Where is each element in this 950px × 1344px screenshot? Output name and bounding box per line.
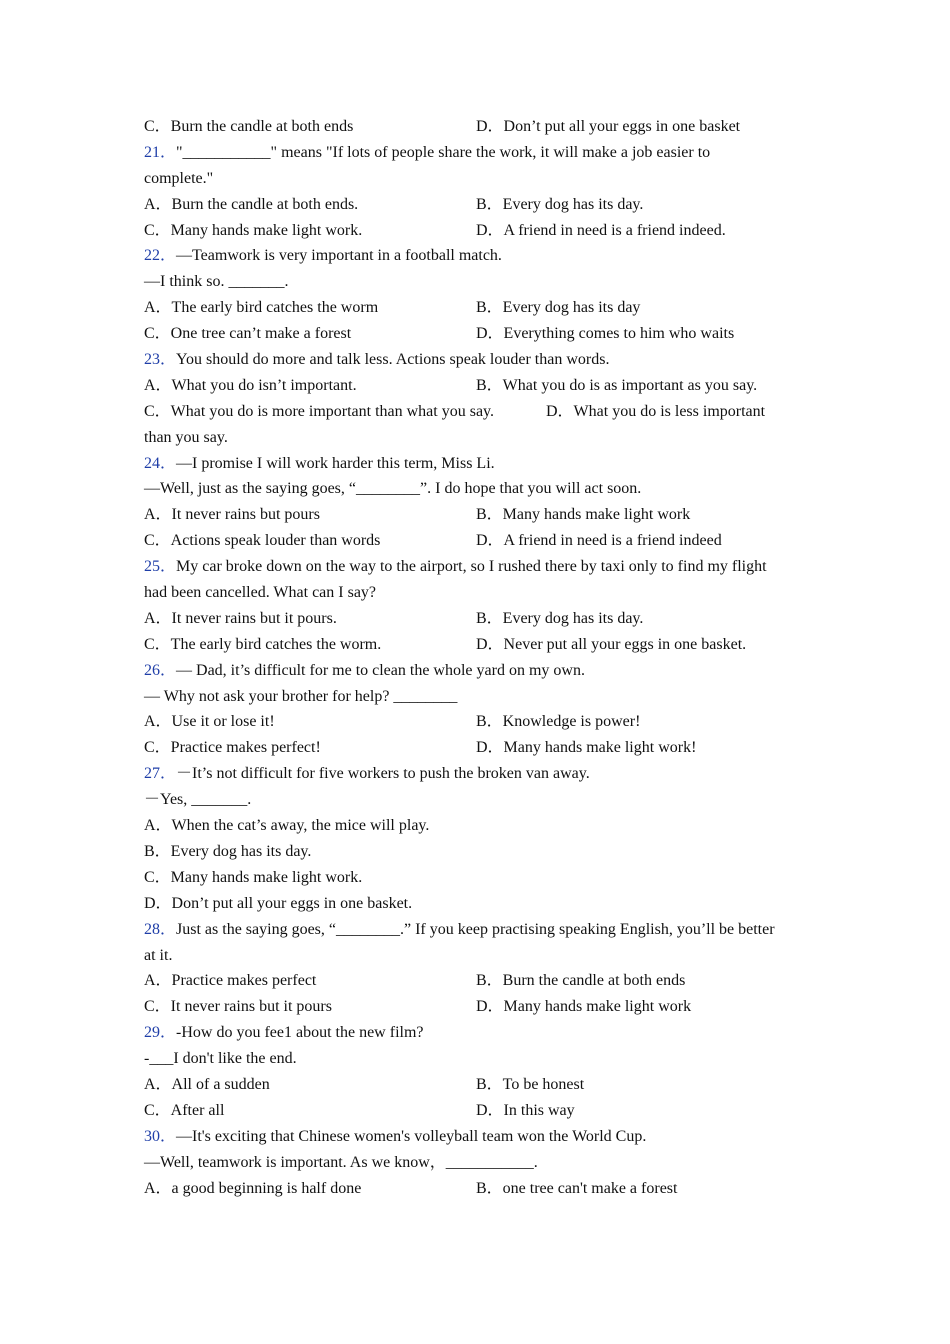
option-a: A．When the cat’s away, the mice will play. xyxy=(144,817,430,835)
question-29 xyxy=(144,1020,814,1046)
option-b: B．Every dog has its day xyxy=(476,299,641,317)
exam-page xyxy=(144,114,814,1201)
option-a: A．All of a sudden xyxy=(144,1075,270,1093)
option-row xyxy=(144,632,814,658)
option-c: C．Actions speak louder than words xyxy=(144,532,381,550)
option-b: B．one tree can't make a forest xyxy=(476,1179,678,1197)
option-c: C．Burn the candle at both ends xyxy=(144,118,354,135)
question-number: 25． xyxy=(144,558,177,576)
question-text: My car broke down on the way to the airport, so I rushed there by taxi only to find my flight xyxy=(176,558,767,576)
option-d: D．In this way xyxy=(476,1101,575,1119)
question-number: 26． xyxy=(144,661,177,679)
option-c: C．After all xyxy=(144,1101,225,1119)
question-number: 24． xyxy=(144,454,177,472)
option-row xyxy=(144,735,814,761)
question-text-cont: —Well, teamwork is important. As we know，___________. xyxy=(144,1153,538,1171)
option-d: D．Many hands make light work xyxy=(476,998,692,1016)
question-text-cont: — Why not ask your brother for help? ________ xyxy=(144,687,458,705)
option-row xyxy=(144,528,814,554)
option-d: D．A friend in need is a friend indeed. xyxy=(476,221,726,239)
option-row xyxy=(144,968,814,994)
option-row xyxy=(144,321,814,347)
option-row xyxy=(144,709,814,735)
option-b: B．Every dog has its day. xyxy=(476,195,644,213)
option-c: C．Many hands make light work. xyxy=(144,221,363,239)
option-d: D．A friend in need is a friend indeed xyxy=(476,532,722,550)
option-c: C．One tree can’t make a forest xyxy=(144,325,352,343)
option-b: B．Burn the candle at both ends xyxy=(476,972,686,990)
question-number: 22． xyxy=(144,247,177,265)
option-d: D．Many hands make light work! xyxy=(476,739,697,757)
question-text: —It's exciting that Chinese women's volleyball team won the World Cup. xyxy=(176,1127,647,1145)
question-text: You should do more and talk less. Actions speak louder than words. xyxy=(176,351,610,369)
option-c: C．Practice makes perfect! xyxy=(144,739,321,757)
option-c: C．What you do is more important than what you say. xyxy=(144,402,495,420)
question-24 xyxy=(144,451,814,477)
option-row xyxy=(144,502,814,528)
option-c: C．The early bird catches the worm. xyxy=(144,635,382,653)
option-row xyxy=(144,114,814,140)
question-30 xyxy=(144,1124,814,1150)
option-row xyxy=(144,373,814,399)
option-b: B．Every dog has its day. xyxy=(476,609,644,627)
option-c: C．Many hands make light work. xyxy=(144,868,363,886)
question-number: 29． xyxy=(144,1024,177,1042)
option-row xyxy=(144,218,814,244)
question-text: — Dad, it’s difficult for me to clean the whole yard on my own. xyxy=(176,661,585,679)
option-row xyxy=(144,994,814,1020)
option-d: D．Don’t put all your eggs in one basket xyxy=(476,118,741,135)
question-text-cont: —Well, just as the saying goes, “________”. I do hope that you will act soon. xyxy=(144,480,642,498)
question-text: "___________" means "If lots of people share the work, it will make a job easier to xyxy=(176,143,711,161)
option-row xyxy=(144,1176,814,1202)
option-a: A．It never rains but it pours. xyxy=(144,609,337,627)
option-row xyxy=(144,1072,814,1098)
option-c: C．It never rains but it pours xyxy=(144,998,332,1016)
question-text-cont: at it. xyxy=(144,946,173,964)
question-text: Just as the saying goes, “________.” If you keep practising speaking English, you’ll be better xyxy=(176,920,775,938)
question-number: 28． xyxy=(144,920,177,938)
option-b: B．Knowledge is power! xyxy=(476,713,641,731)
question-text-cont: had been cancelled. What can I say? xyxy=(144,584,377,602)
question-text-cont: complete." xyxy=(144,169,214,187)
question-number: 27． xyxy=(144,765,177,783)
option-d: D．Don’t put all your eggs in one basket. xyxy=(144,894,413,912)
question-text: -How do you fee1 about the new film? xyxy=(176,1024,424,1042)
option-a: A．What you do isn’t important. xyxy=(144,376,357,394)
question-22 xyxy=(144,243,814,269)
option-d-cont: than you say. xyxy=(144,428,228,446)
option-a: A．Burn the candle at both ends. xyxy=(144,195,359,213)
option-d: D．What you do is less important xyxy=(546,402,766,420)
option-a: A．a good beginning is half done xyxy=(144,1179,362,1197)
option-row xyxy=(144,192,814,218)
question-28 xyxy=(144,917,814,943)
option-row xyxy=(144,399,814,425)
option-a: A．Practice makes perfect xyxy=(144,972,317,990)
option-b: B．To be honest xyxy=(476,1075,585,1093)
option-d: D．Everything comes to him who waits xyxy=(476,325,735,343)
question-23 xyxy=(144,347,814,373)
option-row xyxy=(144,295,814,321)
question-21 xyxy=(144,140,814,166)
option-b: B．Every dog has its day. xyxy=(144,842,312,860)
question-text: —I promise I will work harder this term, Miss Li. xyxy=(176,454,495,472)
question-text-cont: —I think so. _______. xyxy=(144,273,289,291)
option-b: B．What you do is as important as you say. xyxy=(476,376,758,394)
option-b: B．Many hands make light work xyxy=(476,506,691,524)
option-row xyxy=(144,1098,814,1124)
question-27 xyxy=(144,761,814,787)
question-text: —Teamwork is very important in a football match. xyxy=(176,247,502,265)
option-a: A．It never rains but pours xyxy=(144,506,320,524)
question-text: －It’s not difficult for five workers to push the broken van away. xyxy=(176,765,590,783)
question-number: 21． xyxy=(144,143,177,161)
question-25 xyxy=(144,554,814,580)
question-text-cont: -___I don't like the end. xyxy=(144,1050,297,1068)
question-number: 30． xyxy=(144,1127,177,1145)
option-d: D．Never put all your eggs in one basket. xyxy=(476,635,747,653)
question-text-cont: －Yes, _______. xyxy=(144,791,252,809)
option-row xyxy=(144,606,814,632)
question-26 xyxy=(144,658,814,684)
question-number: 23． xyxy=(144,351,177,369)
option-a: A．The early bird catches the worm xyxy=(144,299,379,317)
option-a: A．Use it or lose it! xyxy=(144,713,275,731)
